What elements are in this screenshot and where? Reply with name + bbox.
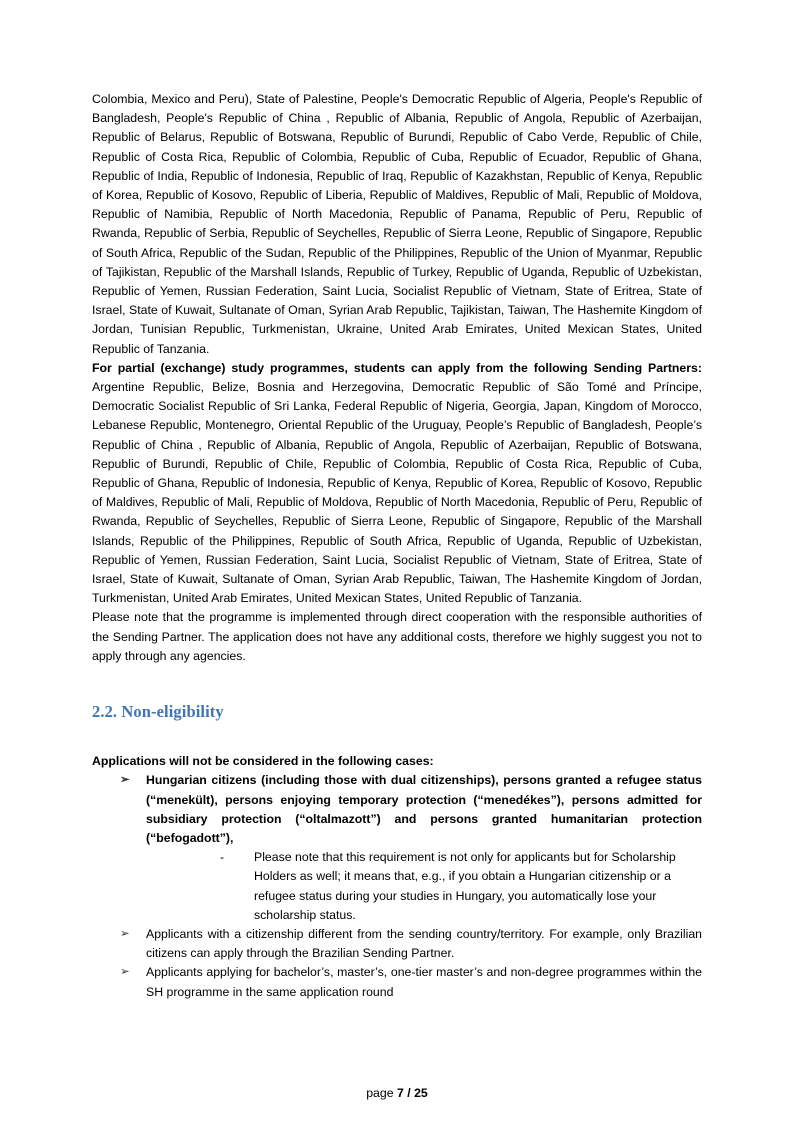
list-item bbox=[92, 771, 702, 925]
list-item bbox=[92, 925, 702, 963]
sub-list-item-text: Please note that this requirement is not only for applicants but for Scholarship Holders as well; it means that, e.g., if you obtain a Hungarian citizenship or a refugee status during your studies in Hungary, you automatically lose your scholarship status. bbox=[254, 850, 676, 922]
footer-page-label: page bbox=[366, 1086, 397, 1100]
page-content bbox=[92, 90, 702, 1002]
footer-page-number: 7 / 25 bbox=[397, 1086, 428, 1100]
page-section-heading-non-eligibility: 2.2. Non-eligibility bbox=[92, 702, 224, 722]
partial-programmes-lead-in: For partial (exchange) study programmes, students can apply from the following Sending Partners: bbox=[92, 360, 702, 375]
page-footer bbox=[0, 1085, 794, 1101]
paragraph-direct-cooperation-note: Please note that the programme is implemented through direct cooperation with the responsible authorities of the Sending Partner. The application does not have any additional costs, therefore we highly suggest you not to apply through any agencies. bbox=[92, 610, 702, 663]
paragraph-partial-exchange-sending-partners bbox=[92, 359, 702, 609]
non-eligibility-list-intro: Applications will not be considered in the following cases: bbox=[92, 754, 434, 769]
list-item-text: Applicants with a citizenship different from the sending country/territory. For example, only Brazilian citizens can apply through the Brazilian Sending Partner. bbox=[146, 926, 702, 961]
arrowhead-bullet-icon: ➢ bbox=[120, 774, 130, 787]
arrowhead-bullet-icon: ➢ bbox=[120, 927, 130, 940]
list-item-text: Applicants applying for bachelor’s, master’s, one-tier master’s and non-degree programmes within the SH programme in the same application round bbox=[146, 965, 702, 999]
non-eligibility-bullet-list bbox=[92, 771, 702, 1001]
paragraph-full-degree-sending-partners: Colombia, Mexico and Peru), State of Palestine, People's Democratic Republic of Algeria, People's Republic of Bangladesh, People's Republic of China , Republic of Albania, Republic of Angola, Republic of Azerbaijan, Republic of Belarus, Republic of Botswana, Republic of Burundi, Republic of Cabo Verde, Republic of Chile, Republic of Costa Rica, Republic of Colombia, Republic of Cuba, Republic of Ecuador, Republic of Ghana, Republic of India, Republic of Indonesia, Republic of Iraq, Republic of Kazakhstan, Republic of Kenya, Republic of Korea, Republic of Kosovo, Republic of Liberia, Republic of Maldives, Republic of Mali, Republic of Moldova, Republic of Namibia, Republic of North Macedonia, Republic of Panama, Republic of Peru, Republic of Rwanda, Republic of Serbia, Republic of Seychelles, Republic of Sierra Leone, Republic of Singapore, Republic of South Africa, Republic of the Sudan, Republic of the Philippines, Republic of the Union of Myanmar, Republic of Tajikistan, Republic of the Marshall Islands, Republic of Turkey, Republic of Uganda, Republic of Uzbekistan, Republic of Yemen, Russian Federation, Saint Lucia, Socialist Republic of Vietnam, State of Eritrea, State of Israel, State of Kuwait, Sultanate of Oman, Syrian Arab Republic, Tajikistan, Taiwan, The Hashemite Kingdom of Jordan, Tunisian Republic, Turkmenistan, Ukraine, United Arab Emirates, United Mexican States, United Republic of Tanzania. bbox=[92, 92, 702, 356]
list-item bbox=[92, 963, 702, 1001]
non-eligibility-sub-list bbox=[146, 848, 702, 925]
arrowhead-bullet-icon: ➢ bbox=[120, 966, 130, 979]
partial-programmes-country-list: Argentine Republic, Belize, Bosnia and Herzegovina, Democratic Republic of São Tomé and Príncipe, Democratic Socialist Republic of Sri Lanka, Federal Republic of Nigeria, Georgia, Japan, Kingdom of Morocco, Lebanese Republic, Montenegro, Oriental Republic of the Uruguay, People’s Republic of Bangladesh, People’s Republic of China , Republic of Albania, Republic of Angola, Republic of Azerbaijan, Republic of Botswana, Republic of Burundi, Republic of Chile, Republic of Colombia, Republic of Costa Rica, Republic of Cuba, Republic of Ghana, Republic of Indonesia, Republic of Kenya, Republic of Korea, Republic of Kosovo, Republic of Maldives, Republic of Mali, Republic of Moldova, Republic of North Macedonia, Republic of Peru, Republic of Rwanda, Republic of Seychelles, Republic of Sierra Leone, Republic of Singapore, Republic of the Marshall Islands, Republic of the Philippines, Republic of South Africa, Republic of Uganda, Republic of Uzbekistan, Republic of Yemen, Russian Federation, Saint Lucia, Socialist Republic of Vietnam, State of Eritrea, State of Israel, State of Kuwait, Sultanate of Oman, Syrian Arab Republic, Taiwan, The Hashemite Kingdom of Jordan, Turkmenistan, United Arab Emirates, United Mexican States, United Republic of Tanzania. bbox=[92, 380, 702, 606]
list-item-text: Hungarian citizens (including those with dual citizenships), persons granted a refugee status (“menekült), persons enjoying temporary protection (“menedékes”), persons admitted for subsidiary protection (“oltalmazott”) and persons granted humanitarian protection (“befogadott”), bbox=[146, 773, 702, 845]
sub-list-item bbox=[146, 848, 702, 925]
hyphen-bullet-icon: - bbox=[220, 850, 225, 865]
section-heading-wrapper bbox=[92, 702, 702, 722]
